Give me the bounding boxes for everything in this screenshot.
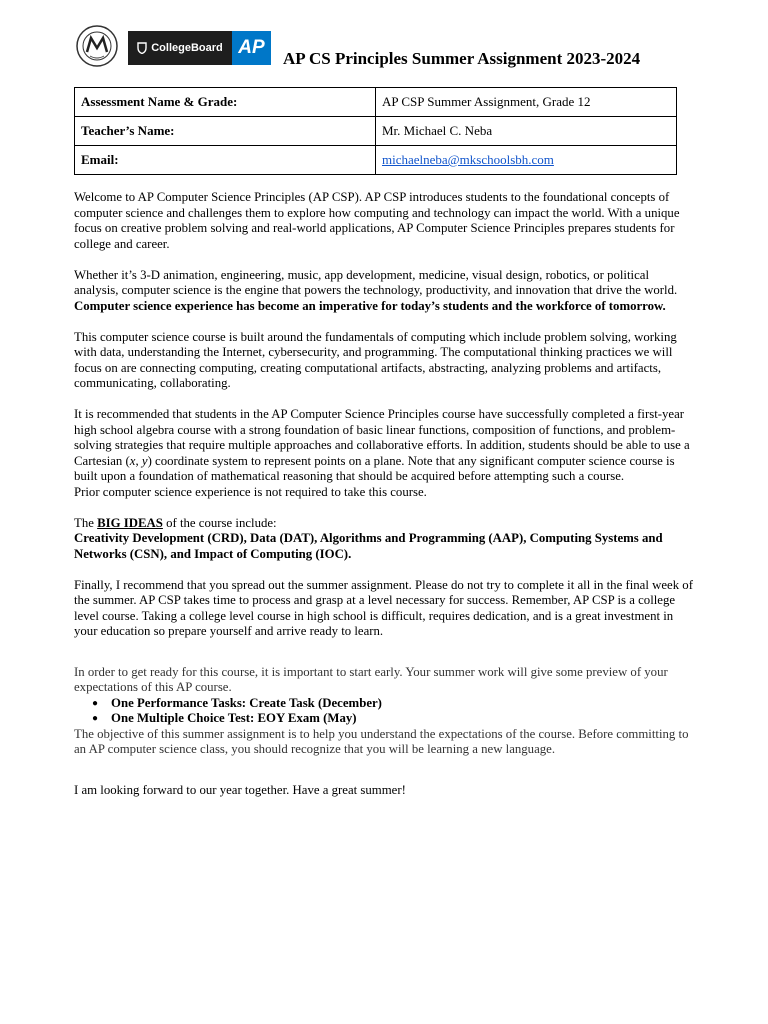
email-link[interactable]: michaelneba@mkschoolsbh.com bbox=[382, 152, 554, 167]
prereq-text-a: It is recommended that students in the AP Computer Science Principles course have successfully completed a first-year high school algebra course with a strong foundation of basic linear functions, composition of functions, and problem-solving strategies that require multiple approaches and collaborative efforts. In addition, students should be able to use a Cartesian ( bbox=[74, 407, 690, 468]
prereq-y: y bbox=[141, 453, 148, 468]
table-row bbox=[75, 117, 677, 146]
email-label: Email: bbox=[75, 146, 376, 175]
paragraph-fundamentals: This computer science course is built around the fundamentals of computing which include problem solving, working with data, understanding the Internet, cybersecurity, and programming. The computational thinking practices we will focus on are connecting computing, creating computational artifacts, abstracting, analyzing problems and artifacts, communicating, collaborating. bbox=[74, 329, 677, 390]
paragraph-prerequisites bbox=[74, 407, 694, 485]
assessment-value: AP CSP Summer Assignment, Grade 12 bbox=[376, 88, 677, 117]
email-cell bbox=[376, 146, 677, 175]
prereq-x: x bbox=[129, 453, 136, 468]
paragraph-motivation bbox=[74, 268, 694, 315]
teacher-value: Mr. Michael C. Neba bbox=[376, 117, 677, 146]
big-ideas-list bbox=[74, 531, 694, 562]
ap-logo: AP bbox=[232, 31, 271, 65]
big-ideas-list-text: Creativity Development (CRD), Data (DAT), Algorithms and Programming (AAP), Computing Systems and Networks (CSN), and Impact of Computing (IOC). bbox=[74, 531, 663, 561]
paragraph-welcome: Welcome to AP Computer Science Principles (AP CSP). AP CSP introduces students to the foundational concepts of computer science and challenges them to explore how computing and technology can impact the world. With a unique focus on creative problem solving and real-world applications, AP Computer Science Principles prepares students for college and career. bbox=[74, 190, 680, 251]
motivation-text: Whether it’s 3-D animation, engineering, music, app development, medicine, visual design, robotics, or political analysis, computer science is the engine that powers the technology, productivity, and innovation that drive the world. bbox=[74, 267, 678, 297]
paragraph-objective: The objective of this summer assignment is to help you understand the expectations of the course. Before committing to an AP computer science class, you should recognize that you will be learning a new language. bbox=[74, 726, 689, 756]
big-ideas-intro bbox=[74, 516, 694, 532]
paragraph-no-experience: Prior computer science experience is not required to take this course. bbox=[74, 484, 427, 499]
table-row bbox=[75, 88, 677, 117]
table-row bbox=[75, 146, 677, 175]
page-title: AP CS Principles Summer Assignment 2023-2024 bbox=[283, 49, 641, 68]
info-table bbox=[74, 87, 677, 175]
big-ideas-suffix: of the course include: bbox=[162, 515, 277, 530]
prereq-comma: , bbox=[135, 453, 142, 468]
big-ideas-label: BIG IDEAS bbox=[97, 515, 163, 530]
paragraph-recommendation: Finally, I recommend that you spread out the summer assignment. Please do not try to complete it all in the final week of the summer. AP CSP takes time to process and grasp at a level necessary for success. Remember, AP CSP is a college level course. Taking a college level course in high school is difficult, requires dedication, and is a great investment in your education so prepare yourself and arrive ready to learn. bbox=[74, 577, 693, 638]
document-header bbox=[75, 22, 695, 72]
teacher-label: Teacher’s Name: bbox=[75, 117, 376, 146]
list-item: ● One Multiple Choice Test: EOY Exam (May) bbox=[74, 711, 694, 727]
collegeboard-label: CollegeBoard bbox=[151, 42, 223, 54]
motivation-emphasis: Computer science experience has become an imperative for today’s students and the workforce of tomorrow. bbox=[74, 298, 666, 313]
paragraph-closing: I am looking forward to our year together. Have a great summer! bbox=[74, 782, 406, 797]
paragraph-get-ready: In order to get ready for this course, it is important to start early. Your summer work will give some preview of your expectations of this AP course. bbox=[74, 664, 668, 694]
task-list bbox=[74, 696, 694, 727]
prereq-text-b: ) coordinate system to represent points on a plane. Note that any significant computer science course is built upon a foundation of mathematical reasoning that should be acquired before attempting such a course. bbox=[74, 453, 675, 483]
document-body bbox=[74, 190, 694, 798]
assessment-label: Assessment Name & Grade: bbox=[75, 88, 376, 117]
collegeboard-shield-icon bbox=[137, 42, 147, 54]
list-item: ● One Performance Tasks: Create Task (December) bbox=[74, 696, 694, 712]
collegeboard-logo bbox=[128, 31, 232, 65]
school-seal-icon bbox=[75, 24, 123, 68]
big-ideas-prefix: The bbox=[74, 515, 98, 530]
